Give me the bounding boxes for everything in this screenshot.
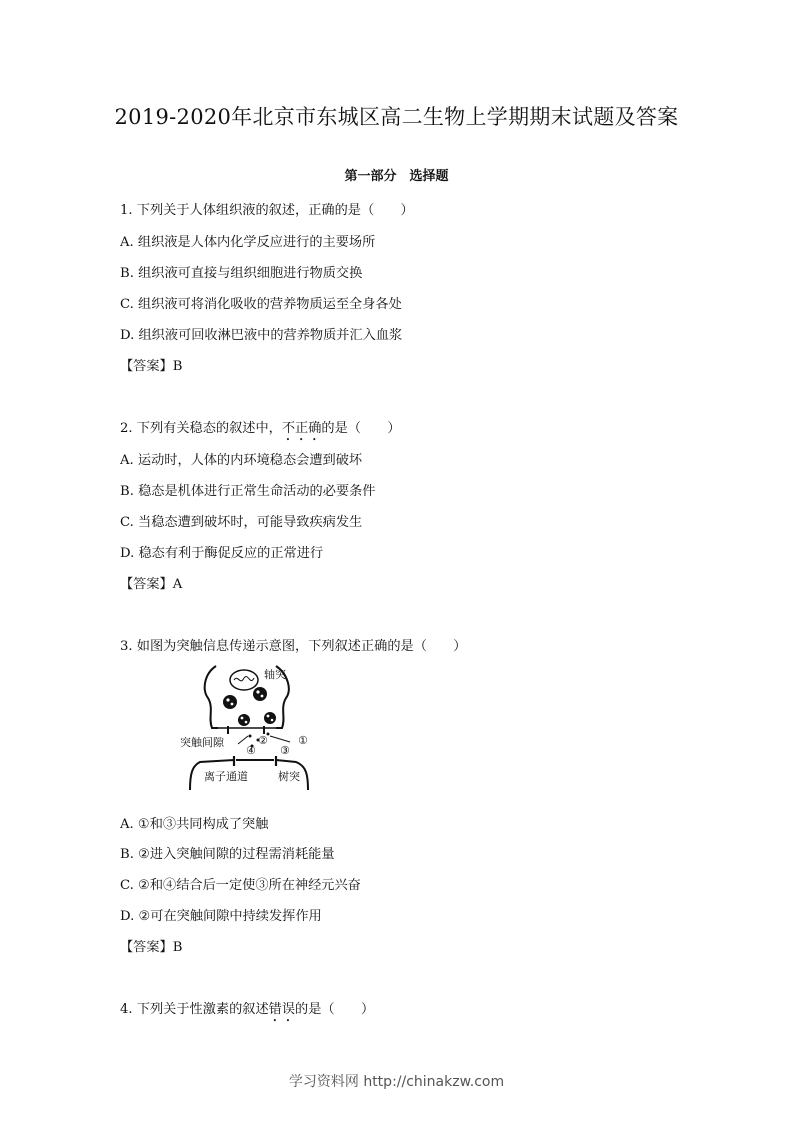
label-marker-3: ③ [280, 744, 290, 757]
question-2-stem-prefix: 2. 下列有关稳态的叙述中， [120, 421, 282, 436]
question-2-answer: 【答案】A [120, 577, 183, 592]
question-1-option-b: B. 组织液可直接与组织细胞进行物质交换 [120, 266, 363, 281]
label-dendrite: 树突 [278, 770, 300, 783]
question-4-stem-suffix: 的是（ ） [295, 1002, 375, 1017]
question-2-stem [120, 417, 401, 444]
synapse-diagram [178, 662, 324, 790]
question-2-option-c: C. 当稳态遭到破坏时，可能导致疾病发生 [120, 515, 363, 530]
question-2-option-a: A. 运动时，人体的内环境稳态会遭到破坏 [120, 453, 363, 468]
footer-watermark: 学习资料网 http://chinakzw.com [288, 1074, 505, 1090]
question-2-option-d: D. 稳态有利于酶促反应的正常进行 [120, 546, 324, 561]
question-3-answer: 【答案】B [120, 940, 183, 955]
section-heading: 第一部分 选择题 [344, 169, 449, 184]
question-3-option-d: D. ②可在突触间隙中持续发挥作用 [120, 909, 322, 924]
question-2-emphasis: 不正确 [281, 421, 322, 436]
label-marker-2: ② [258, 734, 268, 747]
document-title: 2019-2020年北京市东城区高二生物上学期期末试题及答案 [114, 105, 679, 129]
question-3-stem: 3. 如图为突触信息传递示意图，下列叙述正确的是（ ） [120, 639, 467, 654]
synapse-diagram-svg [178, 662, 324, 790]
question-1-stem: 1. 下列关于人体组织液的叙述，正确的是（ ） [120, 203, 414, 218]
question-1-option-a: A. 组织液是人体内化学反应进行的主要场所 [120, 235, 376, 250]
label-axon: 轴突 [264, 668, 286, 681]
question-1-answer: 【答案】B [120, 359, 183, 374]
question-2-option-b: B. 稳态是机体进行正常生命活动的必要条件 [120, 484, 376, 499]
question-3-option-a: A. ①和③共同构成了突触 [120, 817, 269, 832]
question-2-stem-suffix: 的是（ ） [321, 421, 401, 436]
label-synaptic-cleft: 突触间隙 [180, 736, 224, 749]
question-1-option-c: C. 组织液可将消化吸收的营养物质运至全身各处 [120, 297, 402, 312]
question-1-option-d: D. 组织液可回收淋巴液中的营养物质并汇入血浆 [120, 328, 403, 343]
label-marker-1: ① [298, 734, 308, 747]
question-3-option-c: C. ②和④结合后一定使③所在神经元兴奋 [120, 878, 361, 893]
label-marker-4: ④ [246, 744, 256, 757]
question-4-stem-prefix: 4. 下列关于性激素的叙述 [120, 1002, 269, 1017]
question-3-option-b: B. ②进入突触间隙的过程需消耗能量 [120, 847, 335, 862]
question-4-emphasis: 错误 [268, 1002, 296, 1017]
question-4-stem [120, 998, 374, 1025]
label-ion-channel: 离子通道 [204, 770, 248, 783]
